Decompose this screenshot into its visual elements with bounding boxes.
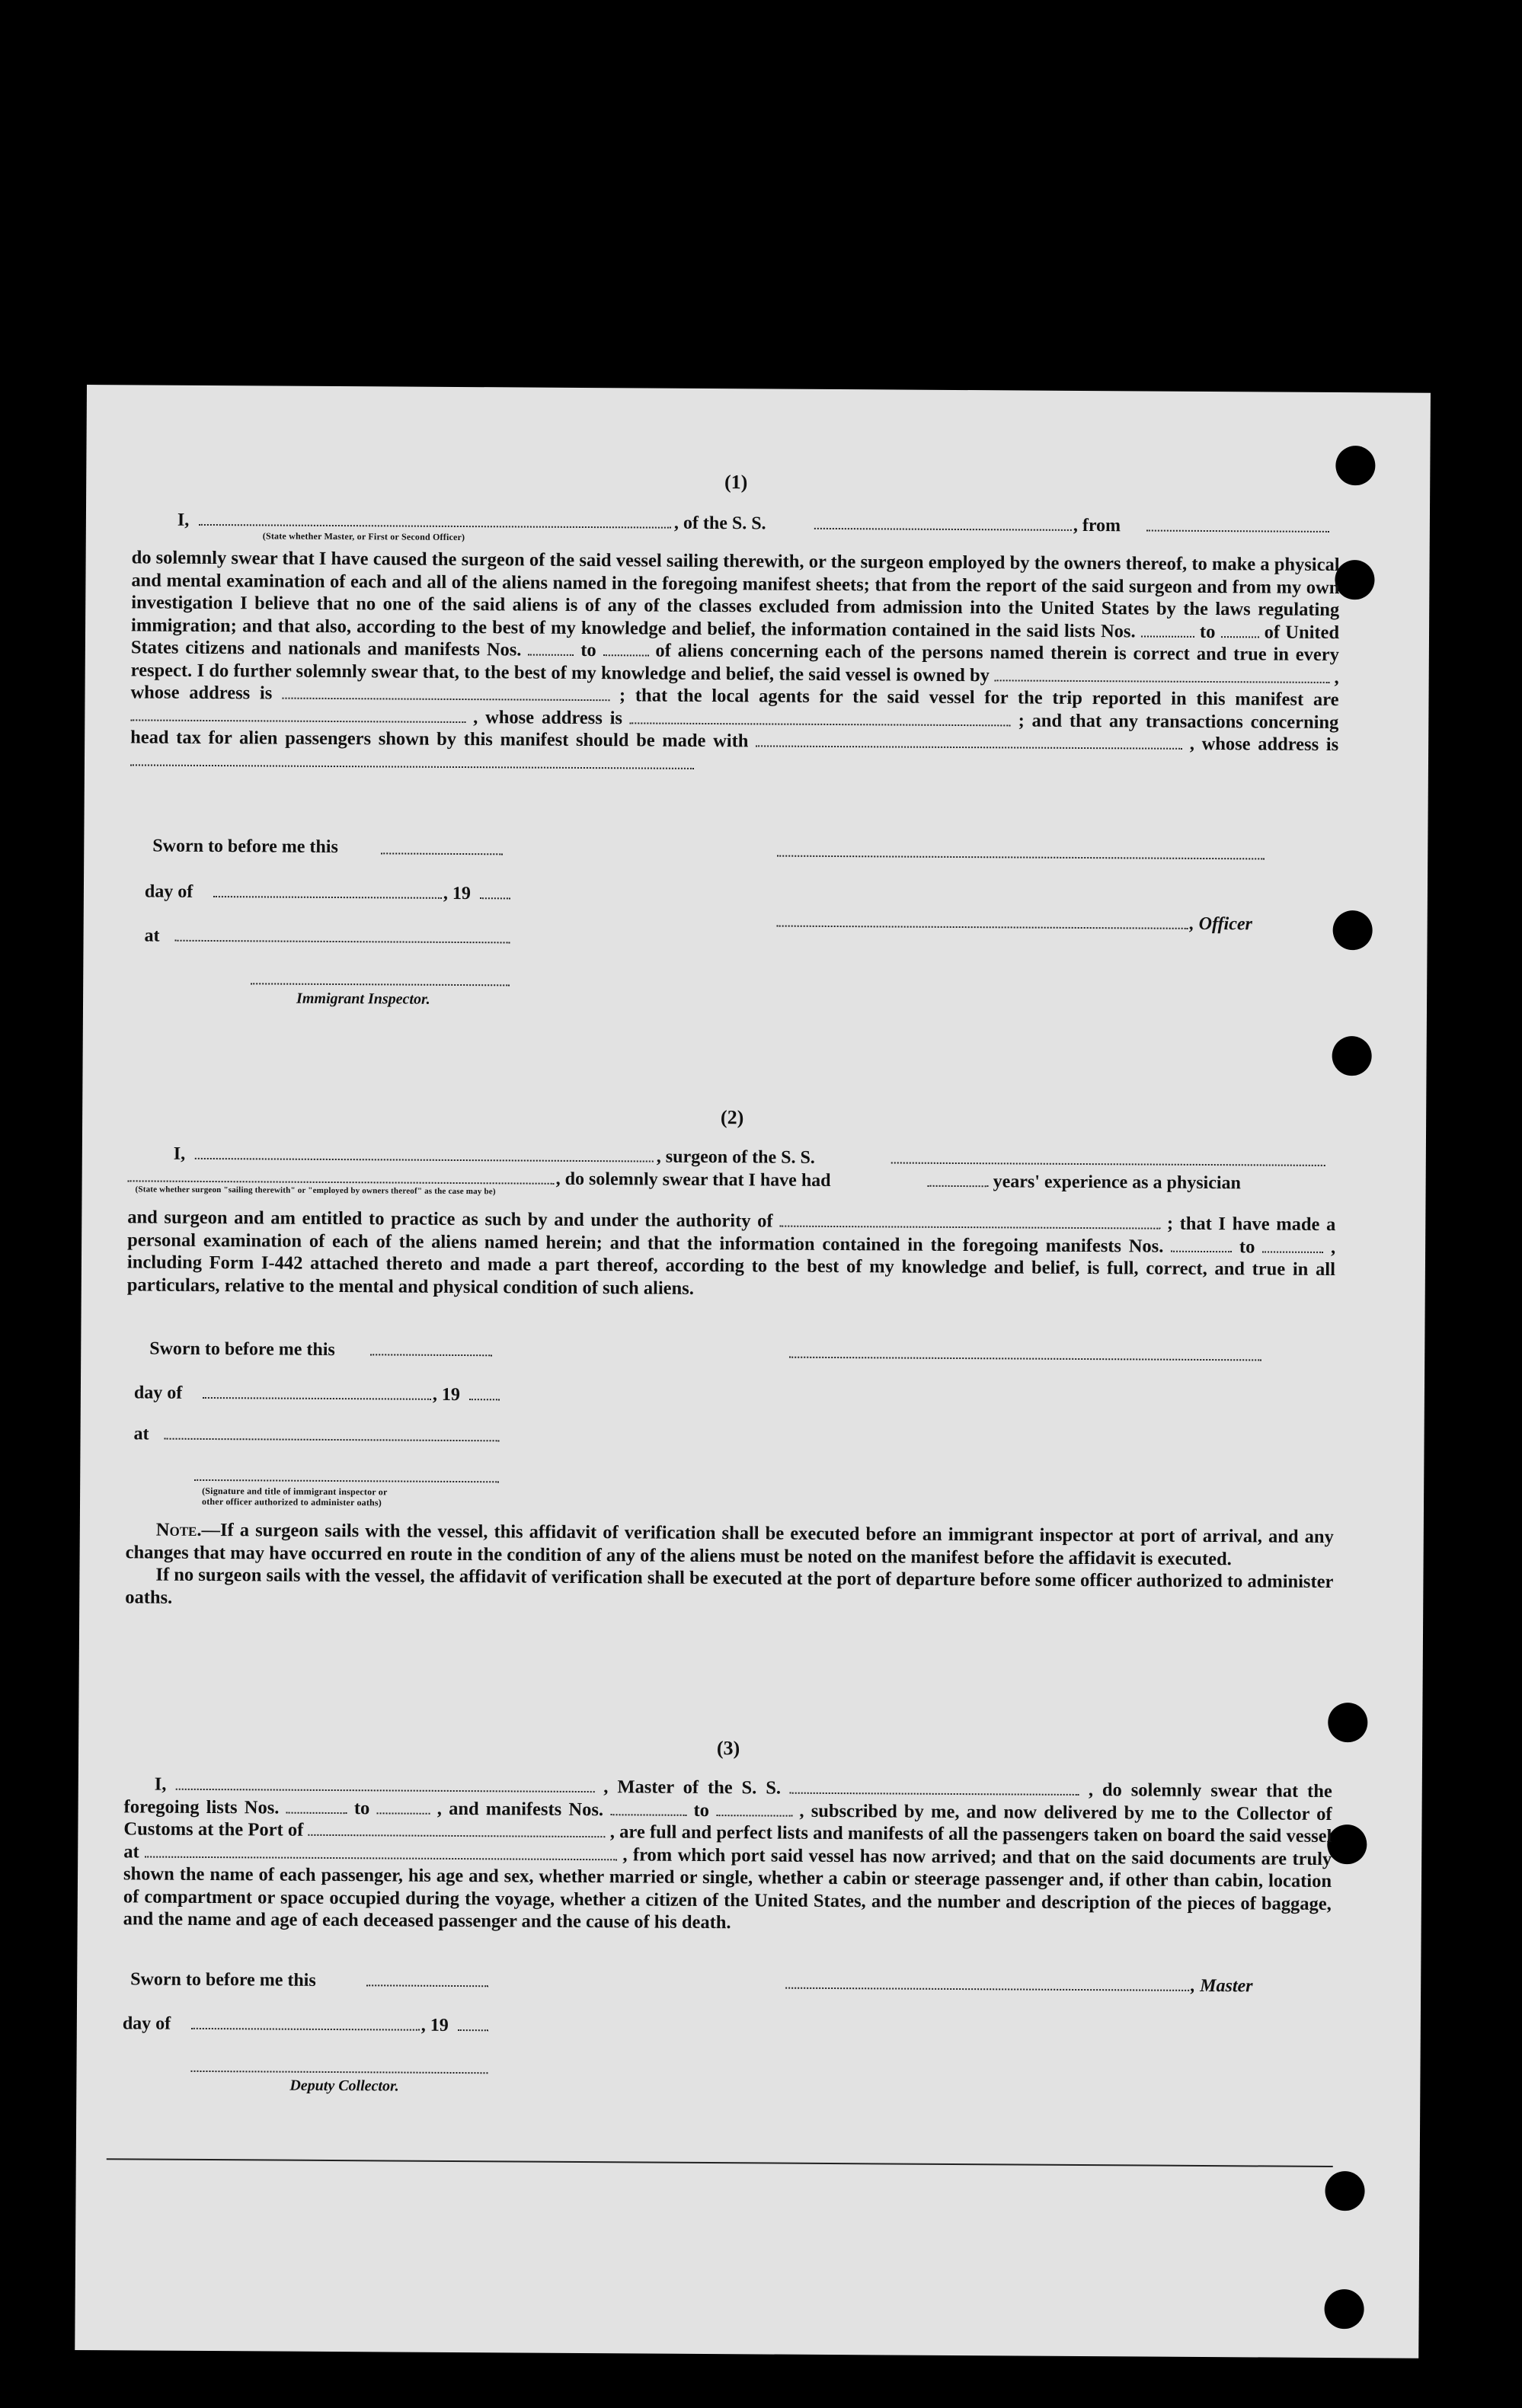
s3-manifests-from-field[interactable]: [610, 1799, 686, 1816]
s1-i-label: I,: [177, 510, 190, 530]
s1-owner-address-field[interactable]: [282, 683, 609, 702]
s3-text-g: , subscribed by me, and now delivered by me to the Collector of Customs at the Port of: [123, 1800, 1332, 1840]
s3-lists-from-field[interactable]: [286, 1796, 347, 1813]
s3-sworn-label: Sworn to before me this: [130, 1969, 316, 1991]
s1-officer-caption: (State whether Master, or First or Second Officer): [262, 530, 465, 543]
s2-text-b: ; that I have made a personal examination of each of the aliens named herein; and that the information contained in the foregoing manifests Nos.: [127, 1213, 1336, 1257]
s3-deputy-caption: Deputy Collector.: [289, 2077, 399, 2095]
s3-text-d: to: [353, 1797, 370, 1818]
punch-hole: [1332, 910, 1372, 950]
s2-at-label: at: [133, 1424, 149, 1444]
s1-oath-text: [130, 546, 1340, 779]
s2-year-field[interactable]: [469, 1397, 500, 1400]
s3-deputy-signature-field[interactable]: [190, 2069, 488, 2074]
s2-at-field[interactable]: [165, 1437, 500, 1442]
s1-text-f: , whose address is: [130, 667, 1339, 704]
s2-surgeon-type-field[interactable]: [128, 1178, 555, 1184]
s3-text-b: , Master of the S. S.: [603, 1776, 782, 1799]
s2-years-field[interactable]: [928, 1184, 989, 1187]
s1-headtax-field[interactable]: [756, 730, 1182, 749]
s3-text-c: , do solemnly swear that the foregoing lists Nos.: [123, 1780, 1332, 1818]
bottom-rule: [107, 2158, 1333, 2167]
s2-authority-field[interactable]: [779, 1210, 1160, 1230]
s3-port-field[interactable]: [309, 1819, 606, 1837]
s1-text-i: ; and that any transactions concerning head tax for alien passengers shown by this manifest should be made with: [130, 709, 1339, 752]
punch-hole: [1325, 2171, 1364, 2211]
s1-at-field[interactable]: [175, 939, 510, 944]
s3-text-i: , from which port said vessel has now arrived; and that on the said documents are truly shown the name of each passenger, his age and sex, whether married or single, whether a cabin or steerage passenger and, if other than cabin, location of compartment or space occupied during the voyage, whether a citizen of the United States, and the number and description of the pieces of baggage, and the name and age of each deceased passenger and the cause of his death.: [123, 1844, 1332, 1933]
s3-month-field[interactable]: [191, 2026, 420, 2031]
s2-oath-text: [127, 1206, 1336, 1303]
s3-sworn-day-field[interactable]: [366, 1983, 488, 1987]
s3-lists-to-field[interactable]: [376, 1797, 430, 1814]
s1-sworn-label: Sworn to before me this: [152, 836, 338, 858]
s1-sworn-day-field[interactable]: [381, 851, 503, 855]
s1-text-d: to: [580, 639, 596, 661]
s1-manifests-to-field[interactable]: [603, 639, 648, 656]
s3-text-a: I,: [154, 1773, 167, 1795]
s1-at-label: at: [144, 926, 160, 946]
s3-text-f: to: [693, 1799, 710, 1821]
s1-owner-field[interactable]: [994, 664, 1329, 683]
punch-hole: [1328, 1703, 1367, 1742]
s2-note: [125, 1518, 1334, 1616]
section-3-number: (3): [716, 1737, 740, 1760]
s1-officer-label: , Officer: [1189, 913, 1252, 935]
s2-vessel-field[interactable]: [891, 1160, 1325, 1166]
s3-year-field[interactable]: [458, 2028, 488, 2031]
s2-text-a: and surgeon and am entitled to practice as such by and under the authority of: [127, 1207, 773, 1232]
s1-text-a: do solemnly swear that I have caused the surgeon of the said vessel sailing therewith, or the surgeon employed by the owners thereof, to make a physical and mental examination of each and all of the aliens named in the foregoing manifest sheets; that from the report of the said surgeon and from my own investigation I believe that no one of the said aliens is of any of the classes excluded from admission into the United States by the laws regulating immigration; and that also, according to the best of my knowledge and belief, the information contained in the said lists Nos.: [130, 547, 1340, 641]
section-1-number: (1): [724, 471, 748, 494]
s1-officer-field[interactable]: [777, 924, 1188, 929]
punch-hole: [1324, 2289, 1364, 2329]
s1-year-field[interactable]: [480, 896, 510, 899]
s1-headtax-address-field[interactable]: [130, 749, 694, 769]
s1-signature-field[interactable]: [777, 854, 1265, 860]
punch-hole: [1327, 1824, 1367, 1864]
s2-signature-field[interactable]: [789, 1355, 1261, 1361]
s1-officer-name-field[interactable]: [199, 523, 671, 529]
s2-sworn-day-field[interactable]: [370, 1352, 492, 1356]
s2-manifests-to-field[interactable]: [1262, 1236, 1323, 1252]
s2-note-label: Note.: [155, 1519, 202, 1540]
s1-year-label: , 19: [443, 883, 472, 904]
s2-text-d: , including Form I-442 attached thereto and made a part thereof, according to the best of my knowledge and belief, is full, correct, and true in all particulars, relative to the mental and physical condition of such aliens.: [126, 1236, 1336, 1299]
punch-hole: [1335, 446, 1375, 485]
s1-text-e: of aliens concerning each of the persons named therein is correct and true in every respect. I do further solemnly swear that, to the best of my knowledge and belief, the said vessel is owned by: [130, 640, 1340, 686]
s2-note-2: If no surgeon sails with the vessel, the affidavit of verification shall be executed at the port of departure before some officer authorized to administer oaths.: [125, 1564, 1334, 1608]
s3-oath-text: [123, 1773, 1332, 1937]
s2-swear-label: , do solemnly swear that I have had: [555, 1169, 831, 1191]
s1-text-c: of United States citizens and nationals and manifests Nos.: [130, 621, 1340, 660]
section-2-number: (2): [720, 1106, 744, 1129]
manifest-page: [75, 385, 1431, 2358]
s1-from-label: , from: [1073, 515, 1121, 536]
s1-text-b: to: [1199, 621, 1216, 642]
s2-day-of-label: day of: [133, 1383, 183, 1403]
s1-inspector-caption: Immigrant Inspector.: [296, 990, 430, 1008]
s1-text-g: ; that the local agents for the said vessel for the trip reported in this manifest are: [619, 685, 1339, 711]
punch-hole: [1335, 560, 1374, 600]
s1-of-ss-label: , of the S. S.: [673, 513, 766, 534]
s2-sworn-label: Sworn to before me this: [149, 1338, 335, 1361]
s2-sig-caption-2: other officer authorized to administer oaths): [202, 1495, 382, 1508]
s1-agents-address-field[interactable]: [630, 707, 1011, 726]
s3-manifests-to-field[interactable]: [716, 1799, 792, 1817]
s1-text-h: , whose address is: [473, 706, 623, 728]
s3-day-of-label: day of: [122, 2013, 171, 2034]
s1-day-of-label: day of: [144, 881, 193, 902]
s1-lists-to-field[interactable]: [1221, 621, 1259, 638]
s1-manifests-from-field[interactable]: [528, 639, 574, 656]
s1-vessel-field[interactable]: [814, 526, 1072, 531]
s2-i-label: I,: [173, 1143, 186, 1164]
s3-embark-field[interactable]: [145, 1840, 617, 1860]
s2-year-label: , 19: [432, 1384, 460, 1405]
punch-hole: [1332, 1036, 1371, 1076]
s2-note-1: —If a surgeon sails with the vessel, this affidavit of verification shall be executed before an immigrant inspector at port of arrival, and any changes that may have occurred en route in the condition of any of the aliens must be noted on the manifest before the affidavit is executed.: [125, 1519, 1334, 1569]
s2-month-field[interactable]: [203, 1396, 431, 1400]
s3-year-label: , 19: [420, 2015, 449, 2035]
form-content: [122, 385, 1341, 2095]
s1-lists-from-field[interactable]: [1141, 620, 1194, 637]
s3-master-name-field[interactable]: [175, 1773, 594, 1792]
s1-month-field[interactable]: [213, 894, 442, 899]
s3-master-signature-field[interactable]: [785, 1986, 1189, 1991]
s2-inspector-signature-field[interactable]: [194, 1478, 499, 1482]
s3-master-label: , Master: [1191, 1975, 1253, 1997]
s3-text-e: , and manifests Nos.: [436, 1798, 604, 1820]
s3-text-h: , are full and perfect lists and manifests of all the passengers taken on board the said vessel at: [123, 1821, 1332, 1862]
s2-years-label: years' experience as a physician: [993, 1172, 1242, 1194]
s2-surgeon-caption: (State whether surgeon "sailing therewith" or "employed by owners thereof" as the case may be): [135, 1185, 496, 1197]
s1-from-field[interactable]: [1146, 528, 1329, 532]
s1-text-j: , whose address is: [1189, 733, 1339, 756]
s2-surgeon-name-field[interactable]: [195, 1156, 654, 1162]
s2-text-c: to: [1239, 1236, 1255, 1257]
s2-manifests-from-field[interactable]: [1171, 1235, 1232, 1252]
s2-sig-caption-1: (Signature and title of immigrant inspector or: [202, 1485, 388, 1498]
s1-inspector-signature-field[interactable]: [251, 981, 510, 986]
s3-vessel-field[interactable]: [790, 1777, 1079, 1796]
s1-agents-field[interactable]: [130, 704, 465, 723]
s2-surgeon-of-label: , surgeon of the S. S.: [656, 1146, 815, 1168]
